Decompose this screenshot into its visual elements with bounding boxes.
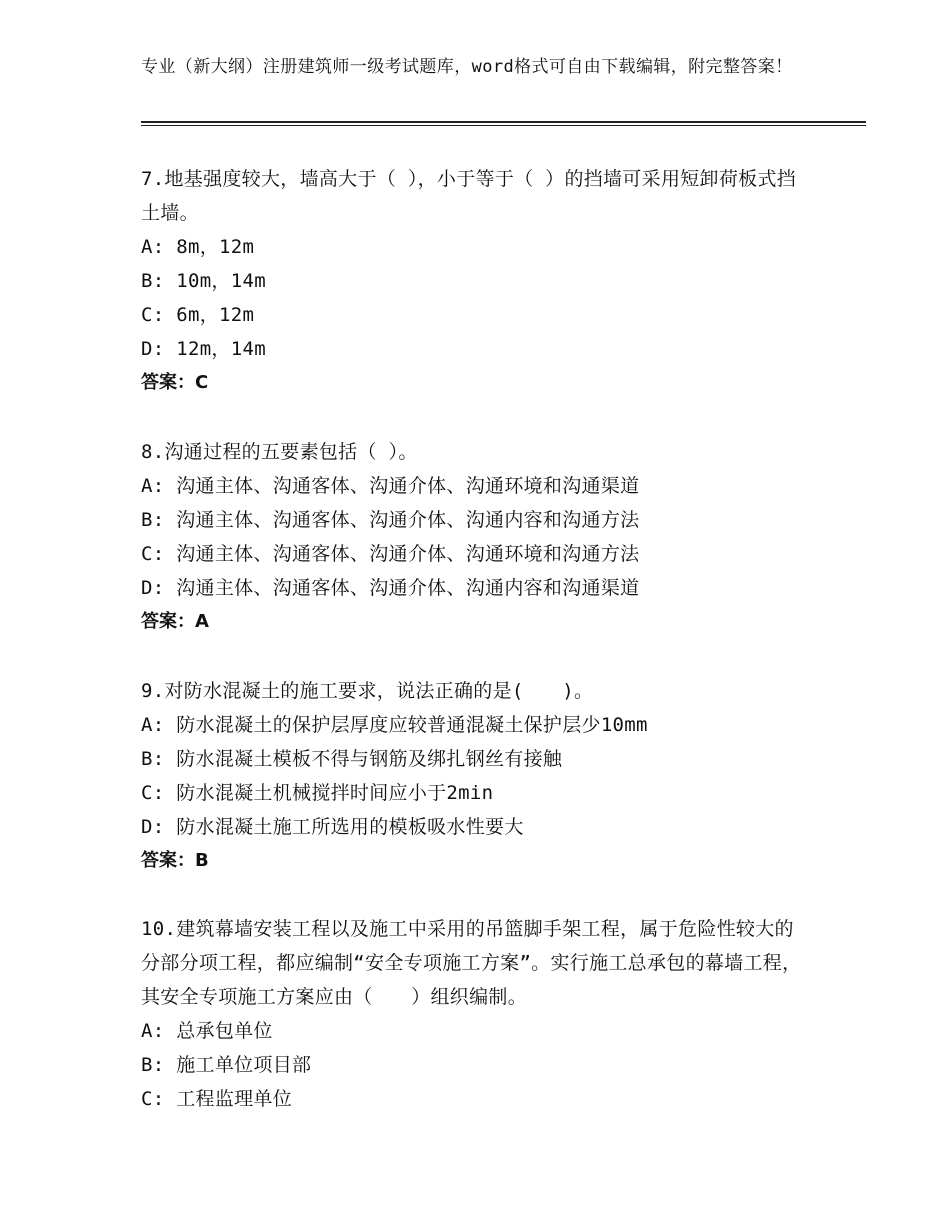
option-b: B: 施工单位项目部 [141,1054,312,1076]
option-c: C: 6m，12m [141,304,255,326]
document-header: 专业（新大纲）注册建筑师一级考试题库，word格式可自由下载编辑，附完整答案！ [141,57,793,77]
option-a: A: 8m，12m [141,236,255,258]
header-divider-thin [141,125,866,126]
option-d: D: 12m，14m [141,338,266,360]
option-d: D: 防水混凝土施工所选用的模板吸水性要大 [141,816,524,838]
answer-label: 答案：B [141,850,209,871]
question-text: 10.建筑幕墙安装工程以及施工中采用的吊篮脚手架工程，属于危险性较大的分部分项工程，都应编制“安全专项施工方案”。实行施工总承包的幕墙工程，其安全专项施工方案应由（ ）组织编制。 [141,918,802,1008]
question-text: 8.沟通过程的五要素包括（ ）。 [141,441,418,463]
option-a: A: 防水混凝土的保护层厚度应较普通混凝土保护层少10mm [141,714,648,736]
option-b: B: 防水混凝土模板不得与钢筋及绑扎钢丝有接触 [141,748,563,770]
question-text: 7.地基强度较大，墙高大于（ ），小于等于（ ）的挡墙可采用短卸荷板式挡土墙。 [141,168,797,224]
question-8 [141,435,811,639]
option-a: A: 总承包单位 [141,1020,273,1042]
option-c: C: 防水混凝土机械搅拌时间应小于2min [141,782,494,804]
option-b: B: 沟通主体、沟通客体、沟通介体、沟通内容和沟通方法 [141,509,640,531]
question-10 [141,912,811,1116]
option-d: D: 沟通主体、沟通客体、沟通介体、沟通内容和沟通渠道 [141,577,640,599]
question-7 [141,162,811,400]
option-c: C: 沟通主体、沟通客体、沟通介体、沟通环境和沟通方法 [141,543,640,565]
answer-label: 答案：A [141,611,209,632]
answer-label: 答案：C [141,372,209,393]
question-text: 9.对防水混凝土的施工要求，说法正确的是( )。 [141,680,594,702]
option-b: B: 10m，14m [141,270,266,292]
option-a: A: 沟通主体、沟通客体、沟通介体、沟通环境和沟通渠道 [141,475,640,497]
question-9 [141,674,811,878]
header-divider-thick [141,121,866,123]
option-c: C: 工程监理单位 [141,1088,293,1110]
